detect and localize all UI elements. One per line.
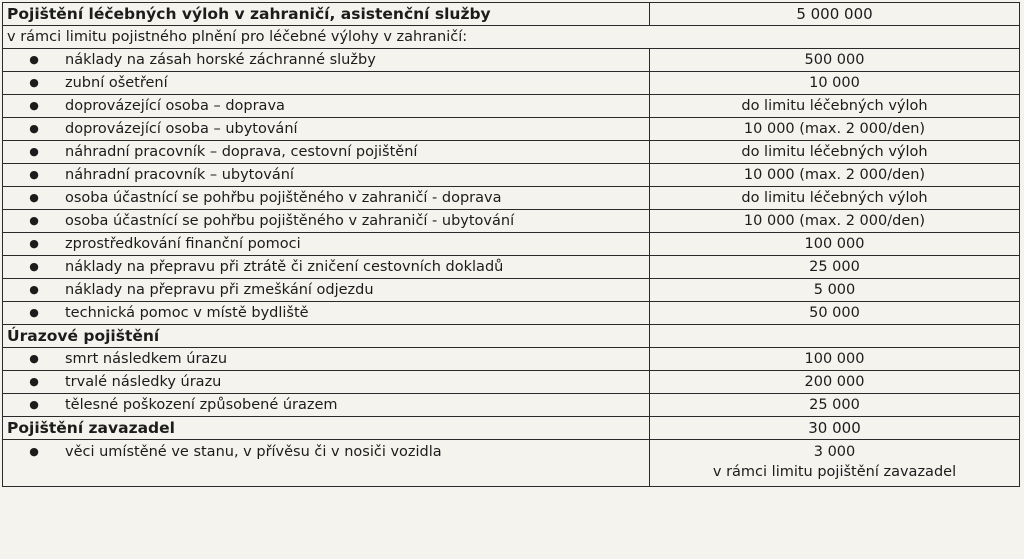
item-label: zprostředkování finanční pomoci (65, 236, 301, 252)
section-limit: 5 000 000 (650, 3, 1020, 26)
item-label: náhradní pracovník – doprava, cestovní pojištění (65, 144, 418, 160)
table-row (3, 256, 1020, 279)
item-value: 3 000 (813, 444, 856, 460)
section-row-medical (3, 3, 1020, 26)
bullet-icon: ● (29, 122, 39, 135)
table-row (3, 164, 1020, 187)
table-row (3, 371, 1020, 394)
item-value: 10 000 (max. 2 000/den) (650, 118, 1020, 141)
bullet-icon: ● (29, 306, 39, 319)
table-row (3, 348, 1020, 371)
bullet-icon: ● (29, 214, 39, 227)
insurance-limits-table (2, 2, 1020, 487)
item-value: 10 000 (max. 2 000/den) (650, 210, 1020, 233)
table-row (3, 141, 1020, 164)
item-label: technická pomoc v místě bydliště (65, 305, 309, 321)
table-row (3, 49, 1020, 72)
section-title: Úrazové pojištění (3, 325, 650, 348)
table-row (3, 118, 1020, 141)
bullet-icon: ● (29, 53, 39, 66)
item-label: náhradní pracovník – ubytování (65, 167, 294, 183)
item-value: 100 000 (650, 233, 1020, 256)
item-label: osoba účastnící se pohřbu pojištěného v zahraničí - ubytování (65, 213, 515, 229)
section-row-luggage (3, 417, 1020, 440)
item-value: do limitu léčebných výloh (650, 141, 1020, 164)
item-value-note: v rámci limitu pojištění zavazadel (712, 464, 957, 480)
item-value: 25 000 (650, 394, 1020, 417)
item-value: 100 000 (650, 348, 1020, 371)
bullet-icon: ● (29, 445, 39, 458)
item-value: 25 000 (650, 256, 1020, 279)
table-row (3, 440, 1020, 487)
item-value: 10 000 (650, 72, 1020, 95)
item-label: doprovázející osoba – ubytování (65, 121, 298, 137)
bullet-icon: ● (29, 145, 39, 158)
section-title: Pojištění léčebných výloh v zahraničí, asistenční služby (3, 3, 650, 26)
bullet-icon: ● (29, 352, 39, 365)
table-row (3, 302, 1020, 325)
section-title: Pojištění zavazadel (3, 417, 650, 440)
bullet-icon: ● (29, 398, 39, 411)
item-label: náklady na zásah horské záchranné služby (65, 52, 376, 68)
item-value: 50 000 (650, 302, 1020, 325)
item-label: věci umístěné ve stanu, v přívěsu či v nosiči vozidla (65, 444, 442, 460)
item-label: trvalé následky úrazu (65, 374, 222, 390)
table-row (3, 233, 1020, 256)
item-value: 5 000 (650, 279, 1020, 302)
item-value: 200 000 (650, 371, 1020, 394)
item-label: náklady na přepravu při ztrátě či zničení cestovních dokladů (65, 259, 504, 275)
item-value: 10 000 (max. 2 000/den) (650, 164, 1020, 187)
bullet-icon: ● (29, 168, 39, 181)
item-label: osoba účastnící se pohřbu pojištěného v zahraničí - doprava (65, 190, 502, 206)
table-row (3, 210, 1020, 233)
table-row (3, 187, 1020, 210)
bullet-icon: ● (29, 76, 39, 89)
bullet-icon: ● (29, 99, 39, 112)
item-label: zubní ošetření (65, 75, 168, 91)
table-row (3, 394, 1020, 417)
bullet-icon: ● (29, 375, 39, 388)
table-row (3, 95, 1020, 118)
section-limit: 30 000 (650, 417, 1020, 440)
section-note: v rámci limitu pojistného plnění pro léčebné výlohy v zahraničí: (3, 26, 1020, 49)
bullet-icon: ● (29, 283, 39, 296)
bullet-icon: ● (29, 191, 39, 204)
item-label: tělesné poškození způsobené úrazem (65, 397, 338, 413)
item-value: 500 000 (650, 49, 1020, 72)
section-note-row (3, 26, 1020, 49)
table-row (3, 72, 1020, 95)
section-limit (650, 325, 1020, 348)
bullet-icon: ● (29, 237, 39, 250)
item-value: do limitu léčebných výloh (650, 187, 1020, 210)
bullet-icon: ● (29, 260, 39, 273)
item-value: do limitu léčebných výloh (650, 95, 1020, 118)
item-label: doprovázející osoba – doprava (65, 98, 285, 114)
section-row-accident (3, 325, 1020, 348)
table-row (3, 279, 1020, 302)
item-label: náklady na přepravu při zmeškání odjezdu (65, 282, 374, 298)
item-label: smrt následkem úrazu (65, 351, 228, 367)
